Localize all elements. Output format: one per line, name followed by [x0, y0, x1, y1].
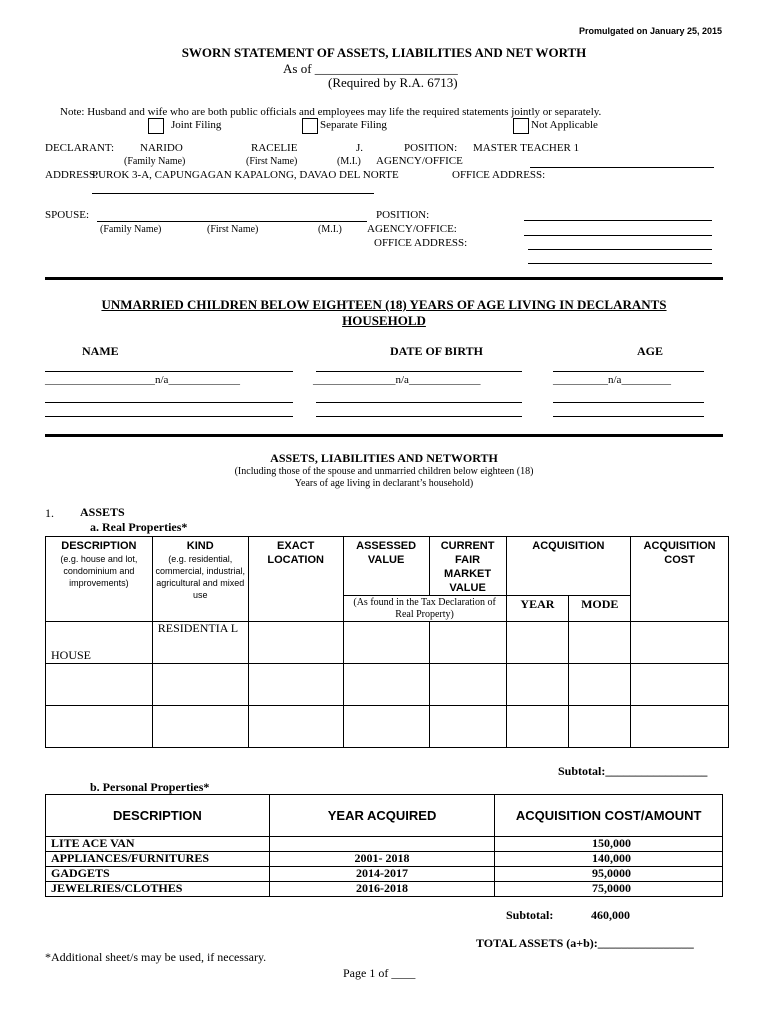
- joint-filing-label: Joint Filing: [171, 119, 222, 131]
- section-divider: [45, 277, 723, 280]
- personal-row-description[interactable]: APPLIANCES/FURNITURES: [46, 852, 270, 867]
- spouse-agency-line[interactable]: [524, 235, 712, 236]
- real-row-description[interactable]: HOUSE: [46, 622, 153, 664]
- spouse-agency-label: AGENCY/OFFICE:: [367, 223, 457, 235]
- real-header-kind: KIND (e.g. residential, commercial, industrial, agricultural and mixed use: [152, 537, 248, 622]
- personal-row-cost[interactable]: 75,0000: [495, 882, 723, 897]
- as-of-field[interactable]: As of ______________________: [283, 61, 458, 76]
- table-row[interactable]: [46, 837, 723, 852]
- table-row[interactable]: [46, 706, 729, 748]
- child-dob-line[interactable]: [316, 416, 522, 417]
- declarant-mi[interactable]: J.: [356, 142, 364, 154]
- real-header-acquisition-cost: ACQUISITION COST: [631, 537, 729, 622]
- declarant-address[interactable]: PUROK 3-A, CAPUNGAGAN KAPALONG, DAVAO DEL NORTE: [92, 169, 399, 181]
- spouse-office-line-2[interactable]: [528, 263, 712, 264]
- table-row[interactable]: [46, 882, 723, 897]
- child-dob-line[interactable]: [316, 371, 522, 372]
- family-name-caption: (Family Name): [124, 156, 186, 167]
- real-row-assessed[interactable]: [343, 622, 429, 664]
- mi-caption: (M.I.): [337, 156, 361, 167]
- personal-row-year[interactable]: 2014-2017: [269, 867, 495, 882]
- child-name-row[interactable]: ____________________n/a_____________: [45, 374, 240, 386]
- children-col-dob: DATE OF BIRTH: [390, 344, 483, 358]
- child-dob-line[interactable]: [316, 402, 522, 403]
- child-age-line[interactable]: [553, 371, 704, 372]
- spouse-position-line[interactable]: [524, 220, 712, 221]
- not-applicable-checkbox[interactable]: [513, 118, 529, 134]
- real-header-mode: MODE: [569, 596, 631, 622]
- real-header-assessed: ASSESSED VALUE: [343, 537, 429, 596]
- child-age-row[interactable]: __________n/a_________: [553, 374, 671, 386]
- spouse-office-address-label: OFFICE ADDRESS:: [374, 237, 468, 249]
- real-row-location[interactable]: [248, 622, 343, 664]
- real-header-location: EXACT LOCATION: [248, 537, 343, 622]
- alnw-subheading-1: (Including those of the spouse and unmarried children below eighteen (18): [234, 466, 534, 477]
- spouse-position-label: POSITION:: [376, 209, 430, 221]
- personal-subtotal-label: Subtotal:: [506, 908, 554, 922]
- spouse-label: SPOUSE:: [45, 209, 90, 221]
- personal-properties-table: [45, 794, 723, 897]
- declarant-first-name[interactable]: RACELIE: [251, 142, 298, 154]
- real-properties-label: a. Real Properties*: [90, 520, 188, 534]
- personal-header-year: YEAR ACQUIRED: [269, 795, 495, 837]
- children-col-age: AGE: [637, 344, 664, 358]
- children-heading-2: HOUSEHOLD: [342, 313, 426, 328]
- real-row-mode[interactable]: [569, 622, 631, 664]
- personal-header-description: DESCRIPTION: [46, 795, 270, 837]
- declarant-office-address-label: OFFICE ADDRESS:: [452, 169, 546, 181]
- real-row-fair-market[interactable]: [429, 622, 506, 664]
- spouse-family-name-caption: (Family Name): [100, 224, 162, 235]
- table-row[interactable]: [46, 852, 723, 867]
- declarant-family-name[interactable]: NARIDO: [140, 142, 183, 154]
- personal-row-year[interactable]: 2001- 2018: [269, 852, 495, 867]
- separate-filing-checkbox[interactable]: [302, 118, 318, 134]
- children-col-name: NAME: [82, 344, 119, 358]
- real-row-year[interactable]: [506, 622, 569, 664]
- first-name-caption: (First Name): [246, 156, 298, 167]
- personal-row-cost[interactable]: 95,0000: [495, 867, 723, 882]
- page-number: Page 1 of ____: [343, 966, 416, 980]
- spouse-office-line-1[interactable]: [528, 249, 712, 250]
- declarant-position[interactable]: MASTER TEACHER 1: [473, 142, 580, 154]
- assets-label: ASSETS: [80, 505, 125, 519]
- form-title: SWORN STATEMENT OF ASSETS, LIABILITIES AND NET WORTH: [181, 45, 587, 60]
- additional-sheets-note: *Additional sheet/s may be used, if necessary.: [45, 950, 267, 964]
- personal-row-description[interactable]: LITE ACE VAN: [46, 837, 270, 852]
- declarant-address-line[interactable]: [92, 193, 374, 194]
- separate-filing-label: Separate Filing: [320, 119, 387, 131]
- personal-subtotal-value[interactable]: 460,000: [591, 908, 630, 922]
- child-name-line[interactable]: [45, 371, 293, 372]
- alnw-subheading-2: Years of age living in declarant’s household): [294, 478, 474, 489]
- spouse-name-line[interactable]: [97, 221, 367, 222]
- personal-properties-label: b. Personal Properties*: [90, 780, 210, 794]
- declarant-agency-label: AGENCY/OFFICE: [376, 155, 463, 167]
- table-row[interactable]: [46, 622, 729, 664]
- spouse-mi-caption: (M.I.): [318, 224, 342, 235]
- personal-row-year[interactable]: [269, 837, 495, 852]
- children-heading-1: UNMARRIED CHILDREN BELOW EIGHTEEN (18) YEARS OF AGE LIVING IN DECLARANTS: [101, 297, 667, 312]
- personal-row-description[interactable]: GADGETS: [46, 867, 270, 882]
- real-header-fair-market: CURRENT FAIR MARKET VALUE: [429, 537, 506, 596]
- personal-row-cost[interactable]: 140,000: [495, 852, 723, 867]
- spouse-first-name-caption: (First Name): [207, 224, 259, 235]
- real-row-kind[interactable]: RESIDENTIA L: [152, 622, 248, 664]
- real-header-tax-note: (As found in the Tax Declaration of Real Property): [343, 596, 506, 622]
- alnw-heading: ASSETS, LIABILITIES AND NETWORTH: [270, 451, 498, 465]
- child-age-line[interactable]: [553, 416, 704, 417]
- declarant-label: DECLARANT:: [45, 142, 115, 154]
- child-name-line[interactable]: [45, 416, 293, 417]
- personal-row-cost[interactable]: 150,000: [495, 837, 723, 852]
- assets-number: 1.: [45, 506, 54, 520]
- promulgated-date: Promulgated on January 25, 2015: [578, 26, 722, 36]
- child-dob-row[interactable]: _______________n/a_____________: [313, 374, 481, 386]
- total-assets[interactable]: TOTAL ASSETS (a+b):________________: [476, 936, 694, 950]
- real-header-acquisition: ACQUISITION: [506, 537, 631, 596]
- real-header-description: DESCRIPTION (e.g. house and lot, condominium and improvements): [46, 537, 153, 622]
- table-row[interactable]: [46, 664, 729, 706]
- declarant-address-label: ADDRESS:: [45, 169, 99, 181]
- filing-note: Note: Husband and wife who are both public officials and employees may life the required statements jointly or separately.: [60, 106, 602, 118]
- section-divider: [45, 434, 723, 437]
- table-row[interactable]: [46, 867, 723, 882]
- real-header-year: YEAR: [506, 596, 569, 622]
- personal-row-year[interactable]: 2016-2018: [269, 882, 495, 897]
- personal-row-description[interactable]: JEWELRIES/CLOTHES: [46, 882, 270, 897]
- real-properties-table: [45, 536, 729, 748]
- joint-filing-checkbox[interactable]: [148, 118, 164, 134]
- declarant-position-label: POSITION:: [404, 142, 458, 154]
- child-age-line[interactable]: [553, 402, 704, 403]
- child-name-line[interactable]: [45, 402, 293, 403]
- real-subtotal[interactable]: Subtotal:_________________: [558, 764, 708, 778]
- required-by: (Required by R.A. 6713): [328, 75, 458, 90]
- personal-header-cost: ACQUISITION COST/AMOUNT: [495, 795, 723, 837]
- declarant-agency-line[interactable]: [530, 167, 714, 168]
- real-row-cost[interactable]: [631, 622, 729, 664]
- not-applicable-label: Not Applicable: [531, 119, 598, 131]
